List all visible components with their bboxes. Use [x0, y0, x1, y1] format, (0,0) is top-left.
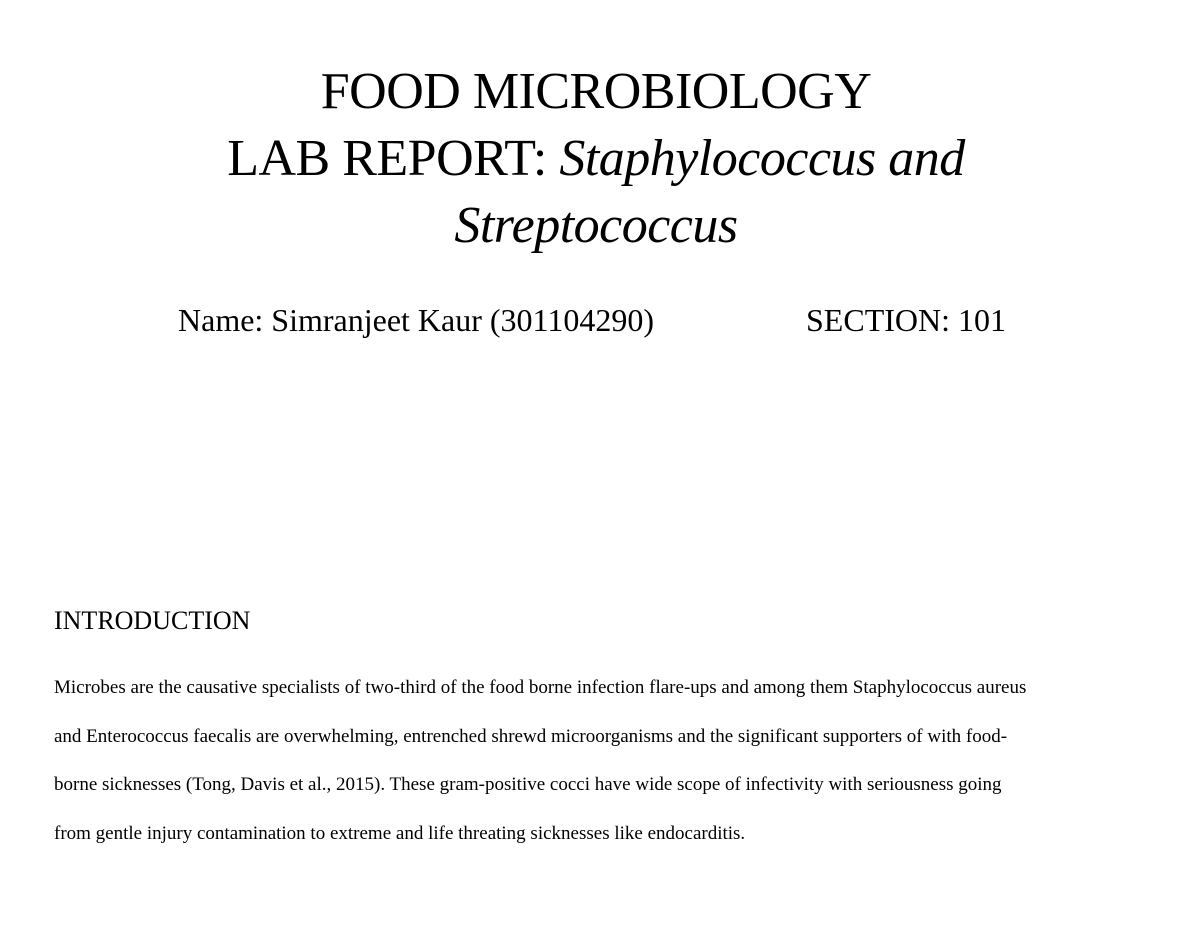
title-line-1: FOOD MICROBIOLOGY — [320, 63, 872, 120]
student-name: Name: Simranjeet Kaur (301104290) — [178, 302, 655, 338]
paragraph-line: and Enterococcus faecalis are overwhelming, entrenched shrewd microorganisms and the significant supporters of with food- — [54, 725, 1008, 747]
introduction-paragraph — [54, 664, 1164, 858]
paragraph-line: from gentle injury contamination to extreme and life threating sicknesses like endocarditis. — [54, 822, 746, 844]
paragraph-line: borne sicknesses (Tong, Davis et al., 2015). These gram-positive cocci have wide scope of infectivity with seriousness going — [54, 774, 1002, 795]
section-number: SECTION: 101 — [806, 302, 1006, 338]
paragraph-line: Microbes are the causative specialists of two-third of the food borne infection flare-ups and among them Staphylococcus aureus — [54, 677, 1027, 698]
title-line-2-italic: Staphylococcus and — [559, 130, 965, 187]
title-line-2-prefix: LAB REPORT: — [227, 130, 560, 187]
title-line-3: Streptococcus — [454, 197, 738, 254]
introduction-heading: INTRODUCTION — [54, 606, 251, 635]
title-line-2 — [0, 125, 1192, 192]
document-title — [0, 58, 1192, 259]
